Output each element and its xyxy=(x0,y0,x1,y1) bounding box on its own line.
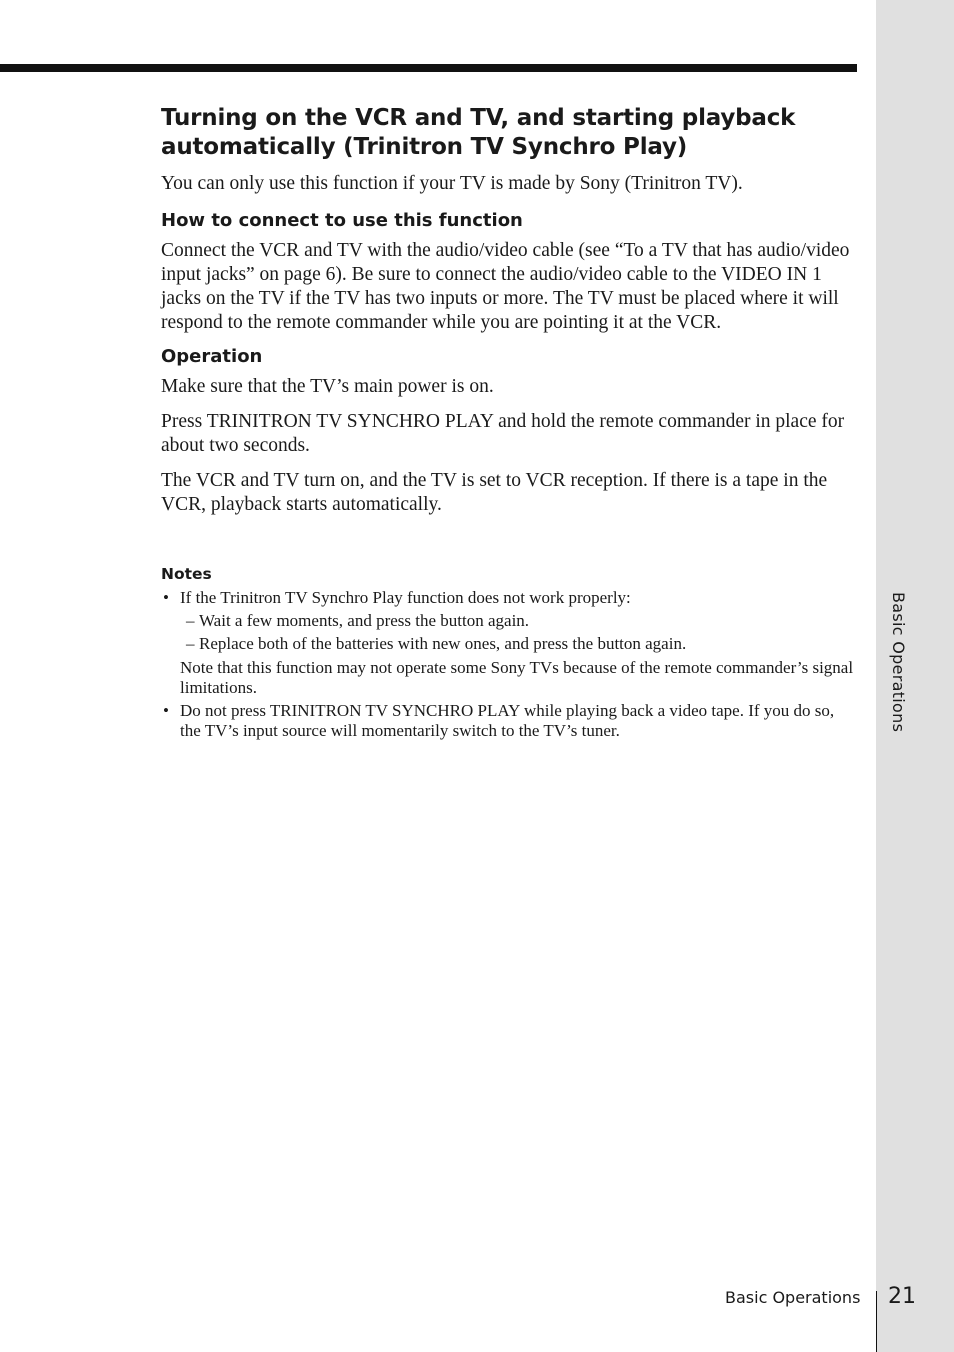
note-continuation: Note that this function may not operate some Sony TVs because of the remote commander’s signal limitations. xyxy=(180,658,854,697)
note-text: Do not press TRINITRON TV SYNCHRO PLAY while playing back a video tape. If you do so, the TV’s input source will momentarily switch to the TV’s tuner. xyxy=(180,701,835,740)
dash-mark: – xyxy=(186,611,195,630)
operation-paragraph-3: The VCR and TV turn on, and the TV is set to VCR reception. If there is a tape in the VCR, playback starts automatically. xyxy=(161,470,828,515)
page-content xyxy=(161,104,856,741)
side-tab-label: Basic Operations xyxy=(889,592,908,733)
side-tab xyxy=(876,0,954,1352)
operation-paragraph-1: Make sure that the TV’s main power is on. xyxy=(161,376,494,397)
notes-section xyxy=(161,564,856,741)
note-item xyxy=(161,701,856,741)
operation-paragraph-2: Press TRINITRON TV SYNCHRO PLAY and hold the remote commander in place for about two seconds. xyxy=(161,411,845,456)
intro-paragraph: You can only use this function if your TV is made by Sony (Trinitron TV). xyxy=(161,173,743,194)
connect-paragraph: Connect the VCR and TV with the audio/video cable (see “To a TV that has audio/video input jacks” on page 6). Be sure to connect the audio/video cable to the VIDEO IN 1 jacks on the TV if the TV has two inputs or more. The TV must be placed where it will respond to the remote commander while you are pointing it at the VCR. xyxy=(161,240,850,333)
page-number: 21 xyxy=(888,1284,916,1309)
note-item xyxy=(161,588,856,698)
note-text: If the Trinitron TV Synchro Play function does not work properly: xyxy=(180,588,631,607)
note-sub-text: Wait a few moments, and press the button again. xyxy=(199,611,530,630)
note-sub-item xyxy=(180,611,856,631)
section-heading-operation: Operation xyxy=(161,346,263,367)
footer-rule xyxy=(876,1291,877,1352)
note-sub-item xyxy=(180,634,856,654)
notes-heading: Notes xyxy=(161,565,212,583)
footer-section-label: Basic Operations xyxy=(725,1288,861,1307)
page-title: Turning on the VCR and TV, and starting playback automatically (Trinitron TV Synchro Play) xyxy=(161,105,796,160)
top-rule xyxy=(0,64,857,72)
bullet-mark: • xyxy=(163,701,169,720)
bullet-mark: • xyxy=(163,588,169,607)
section-heading-connect: How to connect to use this function xyxy=(161,210,523,231)
dash-mark: – xyxy=(186,634,195,653)
note-sub-text: Replace both of the batteries with new ones, and press the button again. xyxy=(199,634,687,653)
